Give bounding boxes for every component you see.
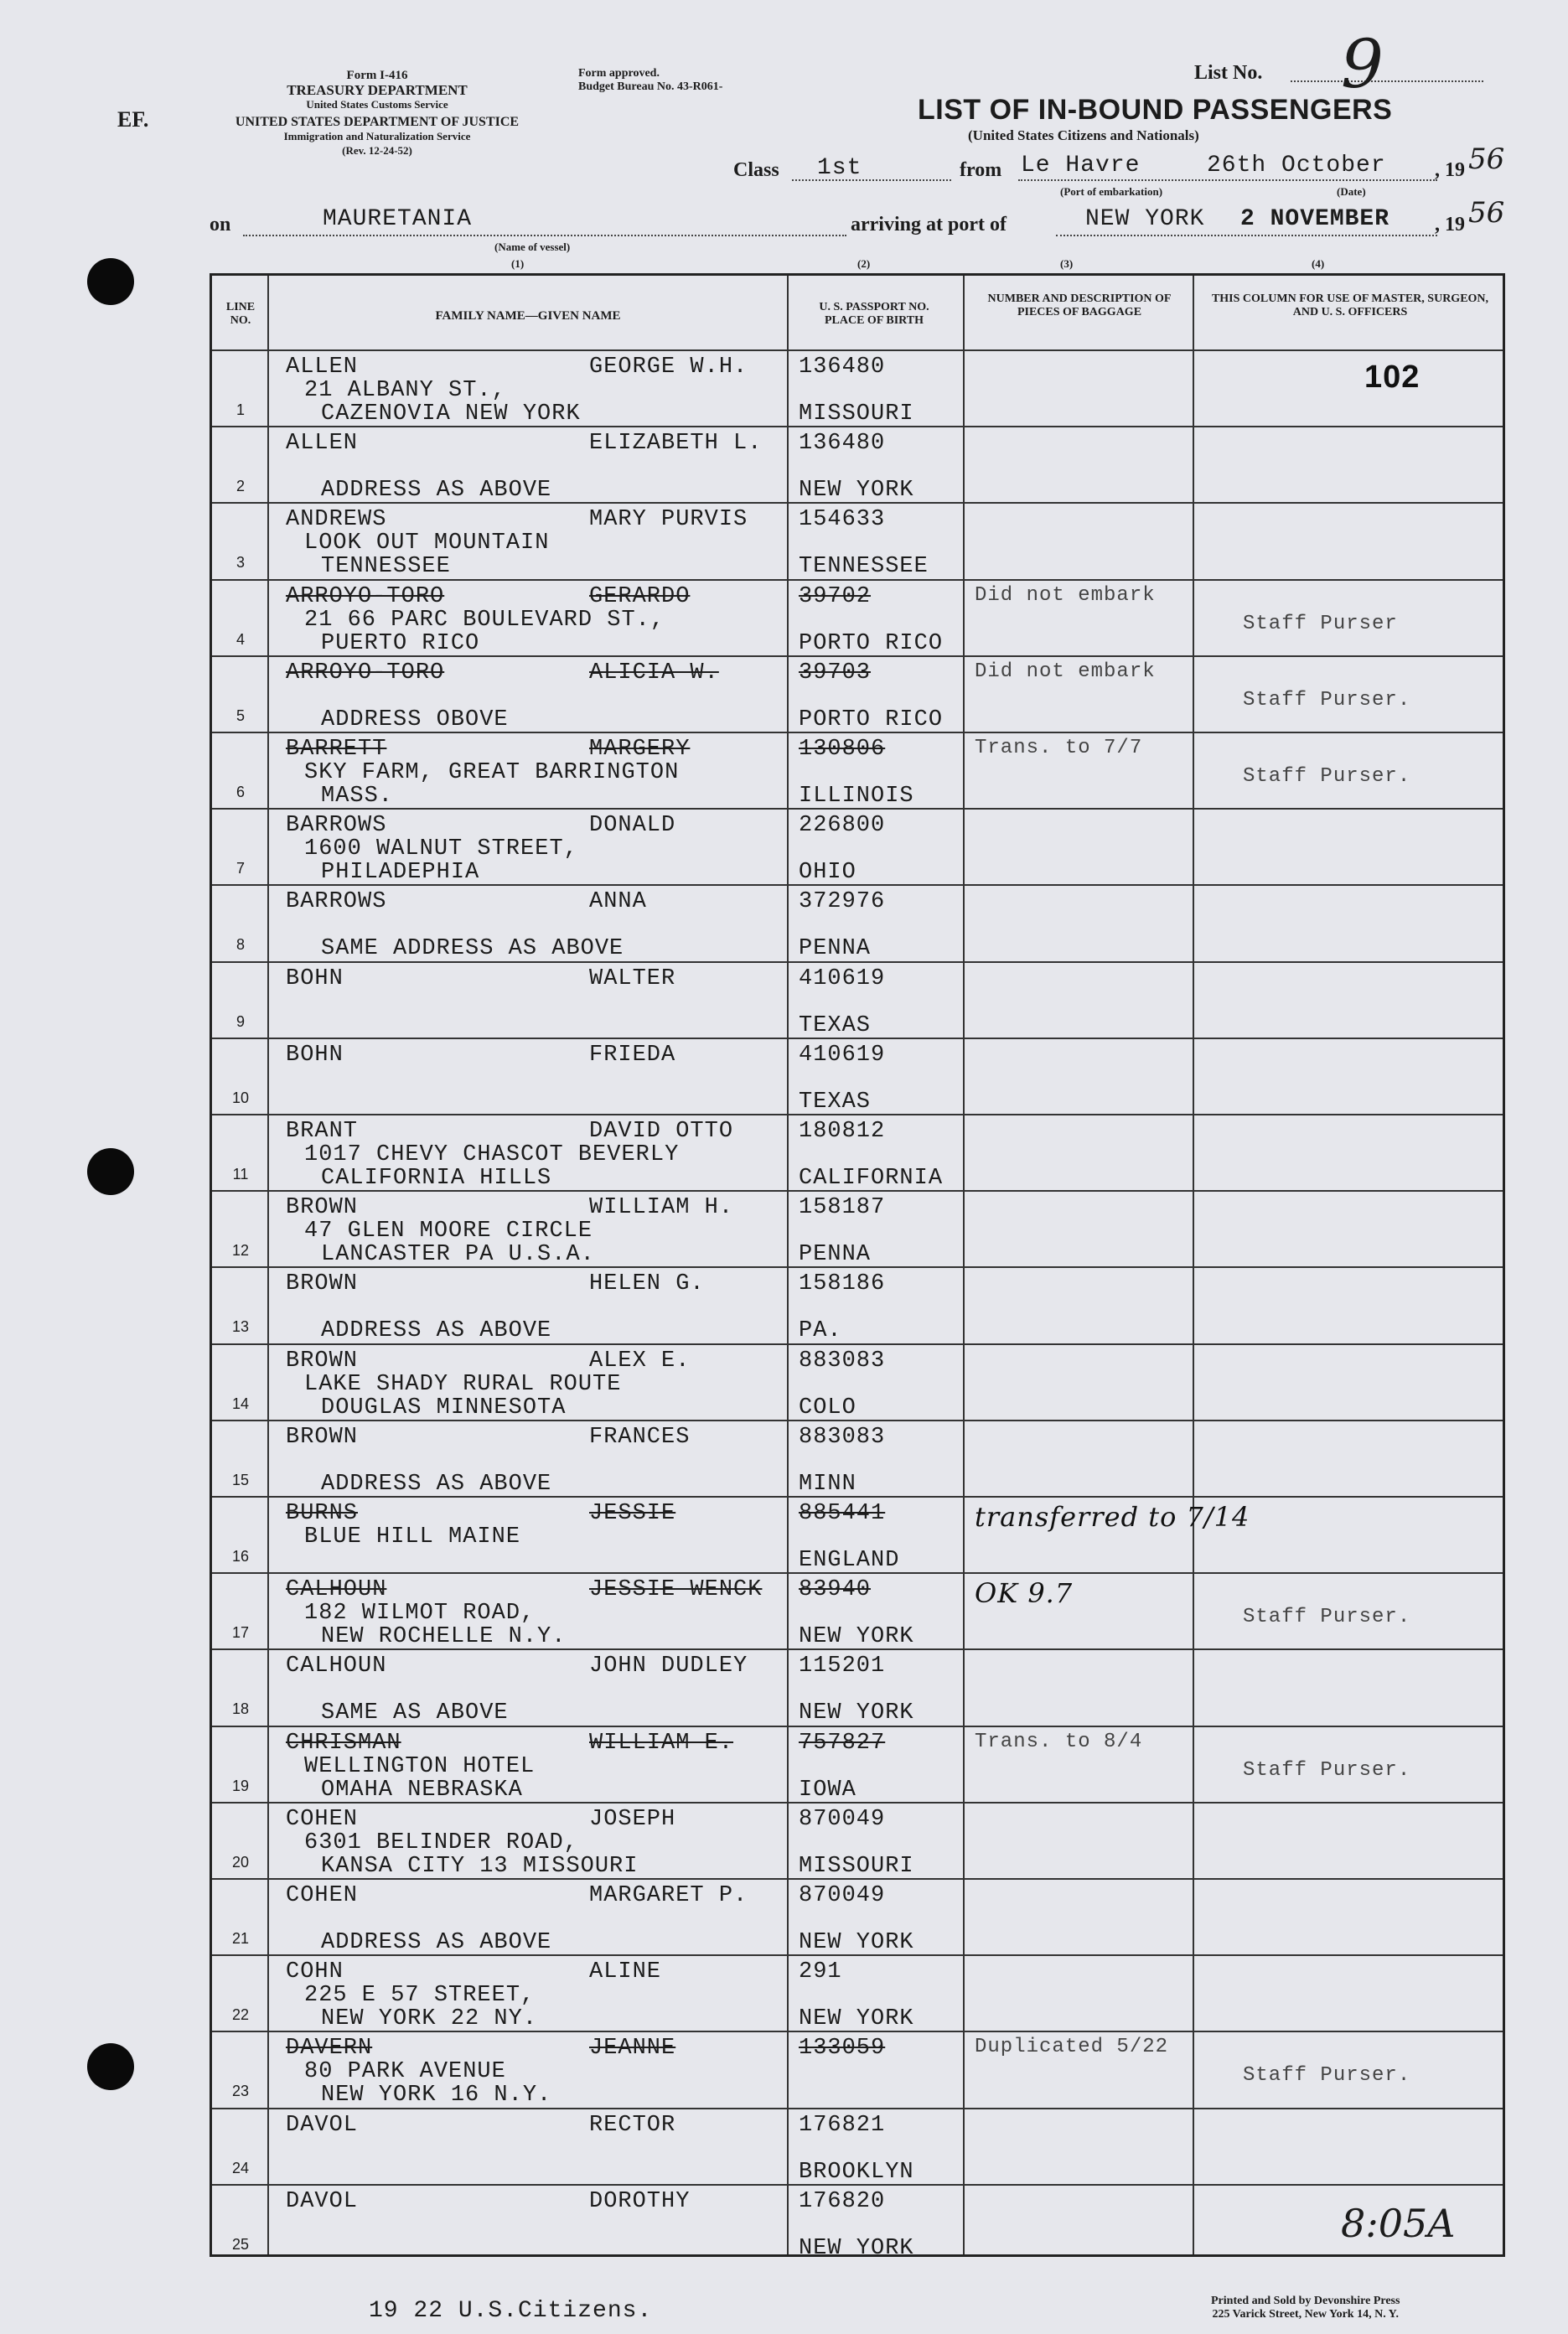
address-line-1: 182 WILMOT ROAD, — [304, 1601, 536, 1627]
address-line-1: SKY FARM, GREAT BARRINGTON — [304, 760, 680, 785]
place-of-birth: ILLINOIS — [799, 784, 914, 809]
table-row — [212, 1266, 1503, 1344]
approval-block — [578, 67, 722, 94]
line-number: 16 — [231, 1548, 250, 1565]
address-line-2: ADDRESS AS ABOVE — [321, 1930, 552, 1955]
family-name: CALHOUN — [286, 1577, 387, 1603]
address-line-2: CAZENOVIA NEW YORK — [321, 401, 581, 427]
given-name: JOHN DUDLEY — [589, 1653, 748, 1679]
line-number: 14 — [231, 1395, 250, 1412]
place-of-birth: NEW YORK — [799, 1700, 914, 1726]
address-line-1: WELLINGTON HOTEL — [304, 1753, 536, 1779]
given-name: FRANCES — [589, 1424, 691, 1450]
line-number: 22 — [231, 2006, 250, 2024]
arrival-line — [1056, 235, 1437, 236]
place-of-birth: NEW YORK — [799, 2006, 914, 2032]
printer-line-2: 225 Varick Street, New York 14, N. Y. — [1212, 2308, 1400, 2321]
table-row — [212, 808, 1503, 886]
table-row — [212, 426, 1503, 504]
punch-hole-bottom — [87, 2043, 134, 2090]
vessel-line — [243, 235, 846, 236]
table-row — [212, 1726, 1503, 1804]
from-label: from — [960, 159, 1002, 181]
passport-number: 410619 — [799, 1042, 886, 1068]
table-row — [212, 1038, 1503, 1115]
line-number: 12 — [231, 1242, 250, 1260]
line-number: 1 — [235, 401, 245, 418]
family-name: ARROYO-TORO — [286, 660, 445, 686]
class-label: Class — [733, 159, 779, 181]
baggage-note: OK 9.7 — [975, 1577, 1074, 1610]
family-name: DAVOL — [286, 2112, 359, 2138]
family-name: BROWN — [286, 1195, 359, 1221]
officer-note: Staff Purser. — [1243, 2064, 1411, 2088]
table-row — [212, 1496, 1503, 1574]
line-number: 9 — [235, 1012, 245, 1030]
given-name: DONALD — [589, 813, 676, 839]
given-name: JEANNE — [589, 2036, 676, 2062]
place-of-birth: MISSOURI — [799, 401, 914, 427]
page-subtitle: (United States Citizens and Nationals) — [968, 127, 1199, 143]
table-row — [212, 579, 1503, 657]
family-name: DAVOL — [286, 2188, 359, 2214]
arrival-port: NEW YORK — [1085, 206, 1205, 232]
ins-label: Immigration and Naturalization Service — [283, 130, 471, 142]
colnum-1: (1) — [511, 257, 525, 270]
family-name: BROWN — [286, 1271, 359, 1297]
address-line-1: LAKE SHADY RURAL ROUTE — [304, 1371, 622, 1397]
list-no-line — [1291, 80, 1483, 82]
family-name: BARROWS — [286, 889, 387, 915]
given-name: WALTER — [589, 965, 676, 991]
line-number: 25 — [231, 2235, 250, 2253]
list-no-label: List No. — [1194, 62, 1263, 84]
class-value: 1st — [817, 155, 862, 181]
passport-number: 158187 — [799, 1195, 886, 1221]
line-number: 4 — [235, 630, 245, 648]
rev-label: (Rev. 12-24-52) — [342, 144, 412, 157]
address-line-2: NEW ROCHELLE N.Y. — [321, 1624, 567, 1650]
officer-note: Staff Purser. — [1243, 1606, 1411, 1629]
address-line-2: NEW YORK 16 N.Y. — [321, 2083, 552, 2109]
punch-hole-middle — [87, 1148, 134, 1195]
table-row — [212, 349, 1503, 427]
line-number: 13 — [231, 1318, 250, 1336]
on-label: on — [210, 214, 231, 235]
baggage-note: Trans. to 7/7 — [975, 737, 1143, 759]
table-row — [212, 1802, 1503, 1880]
year-1: 56 — [1468, 142, 1505, 176]
given-name: HELEN G. — [589, 1271, 705, 1297]
table-row — [212, 1343, 1503, 1421]
passport-number: 130806 — [799, 737, 886, 762]
line-number: 23 — [231, 2083, 250, 2100]
baggage-note: Duplicated 5/22 — [975, 2036, 1169, 2059]
place-of-birth: PA. — [799, 1318, 842, 1344]
baggage-note: Did not embark — [975, 583, 1156, 607]
place-of-birth: MINN — [799, 1471, 856, 1497]
given-name: MARY PURVIS — [589, 507, 748, 533]
printer-line-1: Printed and Sold by Devonshire Press — [1211, 2295, 1400, 2307]
table-row — [212, 961, 1503, 1039]
officer-note: Staff Purser. — [1243, 688, 1411, 712]
passport-number: 883083 — [799, 1424, 886, 1450]
baggage-note: Trans. to 8/4 — [975, 1730, 1143, 1753]
table-row — [212, 1648, 1503, 1726]
address-line-2: ADDRESS AS ABOVE — [321, 478, 552, 504]
printer-credit — [1211, 2295, 1400, 2321]
passport-number: 39702 — [799, 583, 872, 609]
address-line-2: ADDRESS OBOVE — [321, 706, 509, 732]
family-name: BARROWS — [286, 813, 387, 839]
line-number: 15 — [231, 1471, 250, 1488]
passport-number: 291 — [799, 1959, 842, 1985]
given-name: MARGARET P. — [589, 1883, 748, 1908]
from-line — [1018, 179, 1437, 181]
given-name: FRIEDA — [589, 1042, 676, 1068]
year-prefix-1: , 19 — [1435, 159, 1465, 181]
place-of-birth: PENNA — [799, 1242, 872, 1268]
place-of-birth: TEXAS — [799, 1012, 872, 1038]
passport-number: 136480 — [799, 431, 886, 457]
year-prefix-2: , 19 — [1435, 214, 1465, 235]
family-name: COHEN — [286, 1883, 359, 1908]
given-name: RECTOR — [589, 2112, 676, 2138]
form-number: Form I-416 — [346, 69, 408, 82]
justice-label: UNITED STATES DEPARTMENT OF JUSTICE — [235, 115, 520, 129]
line-number: 20 — [231, 1853, 250, 1871]
family-name: DAVERN — [286, 2036, 373, 2062]
baggage-note: Did not embark — [975, 660, 1156, 683]
officer-note: Staff Purser. — [1243, 1758, 1411, 1782]
place-of-birth: TENNESSEE — [799, 554, 929, 580]
line-number: 21 — [231, 1930, 250, 1947]
place-of-birth: TEXAS — [799, 1089, 872, 1115]
family-name: BOHN — [286, 965, 344, 991]
colnum-4: (4) — [1312, 257, 1325, 270]
family-name: BROWN — [286, 1424, 359, 1450]
family-name: BOHN — [286, 1042, 344, 1068]
arriving-label: arriving at port of — [851, 214, 1007, 235]
punch-hole-top — [87, 258, 134, 305]
passport-number: 158186 — [799, 1271, 886, 1297]
passport-number: 757827 — [799, 1730, 886, 1756]
embark-date: 26th October — [1207, 153, 1386, 179]
given-name: ELIZABETH L. — [589, 431, 763, 457]
given-name: JESSIE WENCK — [589, 1577, 763, 1603]
line-number: 17 — [231, 1624, 250, 1642]
vessel-name: MAURETANIA — [323, 206, 473, 232]
passport-number: 870049 — [799, 1883, 886, 1908]
passport-number: 115201 — [799, 1653, 886, 1679]
line-number: 11 — [232, 1166, 249, 1183]
passport-number: 154633 — [799, 507, 886, 533]
place-of-birth: NEW YORK — [799, 2235, 914, 2261]
customs-label: United States Customs Service — [306, 98, 448, 111]
line-number: 24 — [231, 2159, 250, 2176]
address-line-1: 1600 WALNUT STREET, — [304, 836, 578, 862]
line-number: 5 — [235, 706, 245, 724]
table-row — [212, 1878, 1503, 1956]
table-row — [212, 1420, 1503, 1498]
address-line-1: 80 PARK AVENUE — [304, 2059, 506, 2085]
given-name: DOROTHY — [589, 2188, 691, 2214]
passport-number: 372976 — [799, 889, 886, 915]
family-name: BURNS — [286, 1501, 359, 1526]
given-name: JOSEPH — [589, 1806, 676, 1832]
passport-number: 136480 — [799, 354, 886, 380]
line-number: 7 — [235, 860, 245, 877]
place-of-birth: ENGLAND — [799, 1548, 900, 1573]
line-number: 8 — [235, 936, 245, 954]
address-line-2: SAME AS ABOVE — [321, 1700, 509, 1726]
address-line-1: 21 66 PARC BOULEVARD ST., — [304, 607, 665, 633]
port-caption: (Port of embarkation) — [1060, 185, 1163, 198]
passport-number: 39703 — [799, 660, 872, 686]
year-2: 56 — [1468, 196, 1505, 230]
address-line-2: LANCASTER PA U.S.A. — [321, 1242, 595, 1268]
passport-number: 176820 — [799, 2188, 886, 2214]
address-line-1: 47 GLEN MOORE CIRCLE — [304, 1219, 593, 1245]
given-name: JESSIE — [589, 1501, 676, 1526]
place-of-birth: BROOKLYN — [799, 2159, 914, 2185]
place-of-birth: PENNA — [799, 936, 872, 962]
officer-note: Staff Purser. — [1243, 765, 1411, 788]
address-line-2: PUERTO RICO — [321, 630, 480, 656]
treasury-label: TREASURY DEPARTMENT — [287, 82, 468, 98]
colnum-3: (3) — [1060, 257, 1074, 270]
address-line-2: MASS. — [321, 784, 394, 809]
passport-number: 883083 — [799, 1348, 886, 1374]
officer-note: 102 — [1364, 360, 1421, 395]
port-embark: Le Havre — [1021, 153, 1141, 179]
given-name: ALEX E. — [589, 1348, 691, 1374]
given-name: GEORGE W.H. — [589, 354, 748, 380]
family-name: CHRISMAN — [286, 1730, 401, 1756]
family-name: ANDREWS — [286, 507, 387, 533]
address-line-2: PHILADEPHIA — [321, 860, 480, 886]
line-number: 6 — [235, 784, 245, 800]
address-line-2: ADDRESS AS ABOVE — [321, 1471, 552, 1497]
arrival-date: 2 NOVEMBER — [1240, 206, 1390, 232]
place-of-birth: COLO — [799, 1395, 856, 1421]
vessel-caption: (Name of vessel) — [494, 241, 571, 253]
address-line-2: TENNESSEE — [321, 554, 451, 580]
page-title: LIST OF IN-BOUND PASSENGERS — [918, 94, 1393, 126]
address-line-1: 21 ALBANY ST., — [304, 378, 506, 403]
list-no-value: 9 — [1341, 25, 1384, 103]
address-line-1: 225 E 57 STREET, — [304, 1983, 536, 2009]
table-row — [212, 655, 1503, 733]
class-line — [792, 179, 951, 181]
passport-number: 870049 — [799, 1806, 886, 1832]
place-of-birth: PORTO RICO — [799, 706, 944, 732]
family-name: ALLEN — [286, 354, 359, 380]
table-row — [212, 1954, 1503, 2032]
line-number: 2 — [235, 478, 245, 495]
passport-number: 885441 — [799, 1501, 886, 1526]
place-of-birth: PORTO RICO — [799, 630, 944, 656]
family-name: ARROYO-TORO — [286, 583, 445, 609]
officer-note: Staff Purser — [1243, 612, 1398, 635]
family-name: COHEN — [286, 1806, 359, 1832]
place-of-birth: NEW YORK — [799, 478, 914, 504]
place-of-birth: OHIO — [799, 860, 856, 886]
address-line-1: 1017 CHEVY CHASCOT BEVERLY — [304, 1142, 680, 1167]
place-of-birth: IOWA — [799, 1777, 856, 1803]
passport-number: 176821 — [799, 2112, 886, 2138]
passport-number: 410619 — [799, 965, 886, 991]
line-number: 3 — [235, 554, 245, 572]
family-name: BROWN — [286, 1348, 359, 1374]
approval-line-2: Budget Bureau No. 43-R061- — [578, 80, 723, 93]
given-name: WILLIAM E. — [589, 1730, 734, 1756]
family-name: BRANT — [286, 1119, 359, 1144]
table-row — [212, 1572, 1503, 1650]
col-header-line: LINE NO. — [225, 301, 256, 327]
line-number: 10 — [231, 1089, 250, 1106]
place-of-birth: NEW YORK — [799, 1624, 914, 1650]
date-caption: (Date) — [1337, 185, 1366, 198]
passport-number: 83940 — [799, 1577, 872, 1603]
given-name: ALICIA W. — [589, 660, 719, 686]
table-row — [212, 2108, 1503, 2186]
family-name: COHN — [286, 1959, 344, 1985]
address-line-2: NEW YORK 22 NY. — [321, 2006, 538, 2032]
family-name: ALLEN — [286, 431, 359, 457]
form-block — [210, 69, 545, 158]
given-name: WILLIAM H. — [589, 1195, 734, 1221]
table-row — [212, 732, 1503, 810]
address-line-2: KANSA CITY 13 MISSOURI — [321, 1853, 639, 1879]
table-row — [212, 502, 1503, 580]
passport-number: 180812 — [799, 1119, 886, 1144]
table-row — [212, 2184, 1503, 2262]
time-stamp: 8:05A — [1341, 2201, 1456, 2246]
address-line-2: CALIFORNIA HILLS — [321, 1166, 552, 1191]
col-header-name: FAMILY NAME—GIVEN NAME — [435, 309, 621, 323]
table-row — [212, 1190, 1503, 1268]
family-name: CALHOUN — [286, 1653, 387, 1679]
citizens-count: 19 22 U.S.Citizens. — [369, 2298, 653, 2324]
col-header-baggage: NUMBER AND DESCRIPTION OF PIECES OF BAGGAGE — [987, 292, 1172, 318]
passport-number: 226800 — [799, 813, 886, 839]
address-line-2: DOUGLAS MINNESOTA — [321, 1395, 567, 1421]
given-name: GERARDO — [589, 583, 691, 609]
table-row — [212, 1114, 1503, 1192]
given-name: MARGERY — [589, 737, 691, 762]
table-row — [212, 2031, 1503, 2109]
approval-line-1: Form approved. — [578, 67, 660, 80]
given-name: DAVID OTTO — [589, 1119, 734, 1144]
col-header-passport: U. S. PASSPORT NO. PLACE OF BIRTH — [819, 301, 929, 327]
address-line-1: BLUE HILL MAINE — [304, 1524, 521, 1550]
address-line-2: SAME ADDRESS AS ABOVE — [321, 936, 624, 962]
place-of-birth: CALIFORNIA — [799, 1166, 944, 1191]
address-line-2: OMAHA NEBRASKA — [321, 1777, 523, 1803]
line-number: 18 — [231, 1700, 250, 1718]
margin-note: EF. — [117, 107, 149, 132]
col-header-officers: THIS COLUMN FOR USE OF MASTER, SURGEON, AND U. S. OFFICERS — [1211, 292, 1489, 318]
family-name: BARRETT — [286, 737, 387, 762]
colnum-2: (2) — [857, 257, 871, 270]
address-line-1: LOOK OUT MOUNTAIN — [304, 530, 550, 556]
address-line-1: 6301 BELINDER ROAD, — [304, 1829, 578, 1855]
line-number: 19 — [231, 1777, 250, 1794]
address-line-2: ADDRESS AS ABOVE — [321, 1318, 552, 1344]
passport-number: 133059 — [799, 2036, 886, 2062]
baggage-note: transferred to 7/14 — [975, 1501, 1250, 1533]
place-of-birth: MISSOURI — [799, 1853, 914, 1879]
given-name: ANNA — [589, 889, 647, 915]
table-row — [212, 884, 1503, 962]
place-of-birth: NEW YORK — [799, 1930, 914, 1955]
given-name: ALINE — [589, 1959, 662, 1985]
passenger-table — [210, 273, 1505, 2261]
